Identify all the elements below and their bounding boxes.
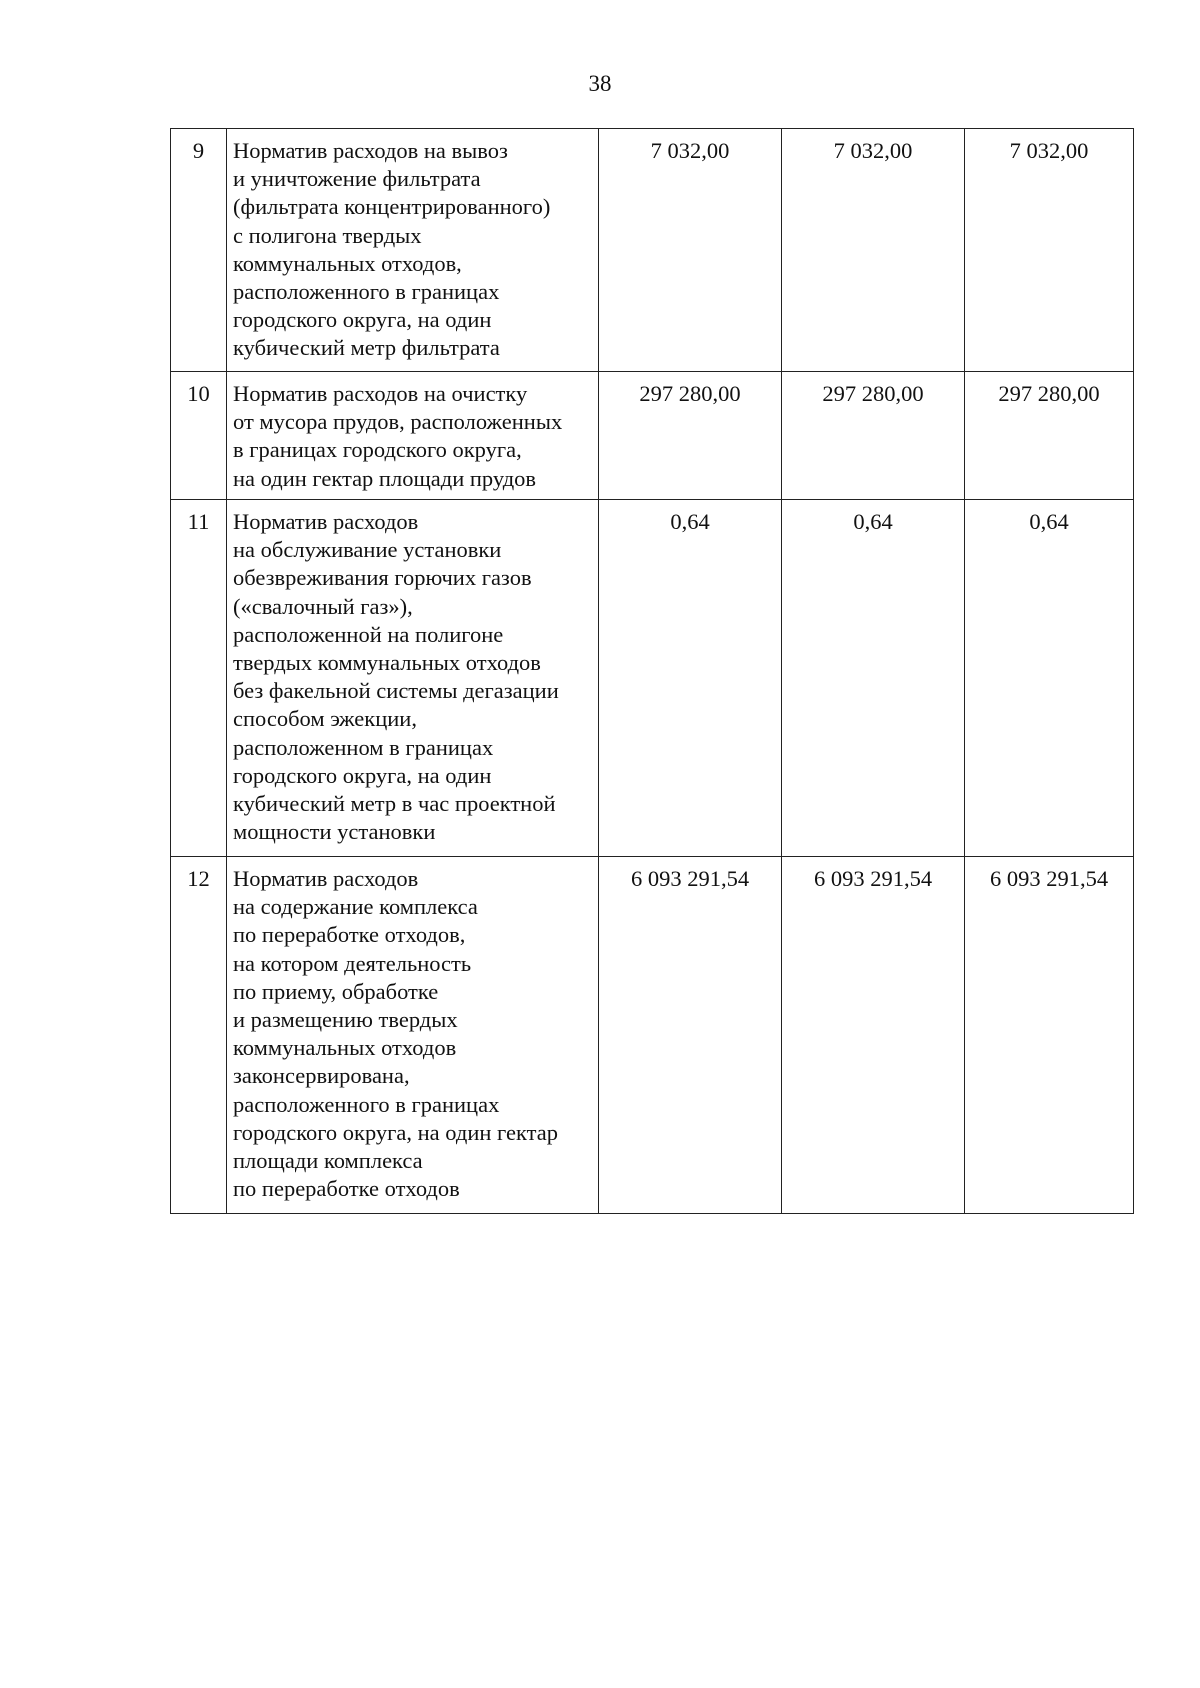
- value-cell: 297 280,00: [599, 372, 782, 500]
- row-description: [227, 857, 599, 1214]
- description-line: законсервирована,: [233, 1063, 410, 1089]
- description-line: городского округа, на один: [233, 307, 492, 333]
- value-cell: 0,64: [782, 500, 965, 857]
- description-line: расположенного в границах: [233, 1091, 500, 1117]
- description-line: на обслуживание установки: [233, 537, 502, 563]
- description-line: по переработке отходов,: [233, 922, 466, 948]
- row-number: 12: [171, 857, 227, 1214]
- value-cell: 7 032,00: [782, 129, 965, 372]
- norms-table: [170, 128, 1134, 1214]
- value-cell: 6 093 291,54: [965, 857, 1134, 1214]
- description-line: городского округа, на один: [233, 762, 492, 788]
- description-line: Норматив расходов: [233, 509, 419, 534]
- row-description: [227, 372, 599, 500]
- value-cell: 297 280,00: [782, 372, 965, 500]
- value-cell: 0,64: [599, 500, 782, 857]
- row-description: [227, 129, 599, 372]
- description-line: от мусора прудов, расположенных: [233, 409, 563, 435]
- table-row: [171, 129, 1134, 372]
- table-row: [171, 372, 1134, 500]
- description-line: площади комплекса: [233, 1148, 423, 1174]
- table-row: [171, 857, 1134, 1214]
- description-line: с полигона твердых: [233, 222, 422, 248]
- description-line: обезвреживания горючих газов: [233, 565, 532, 591]
- value-cell: 297 280,00: [965, 372, 1134, 500]
- description-line: коммунальных отходов,: [233, 250, 462, 276]
- description-line: на один гектар площади прудов: [233, 465, 537, 491]
- description-line: (фильтрата концентрированного): [233, 194, 551, 220]
- row-number: 10: [171, 372, 227, 500]
- description-line: расположенной на полигоне: [233, 621, 504, 647]
- description-line: мощности установки: [233, 819, 436, 845]
- description-line: Норматив расходов на вывоз: [233, 138, 508, 163]
- description-line: твердых коммунальных отходов: [233, 650, 541, 676]
- description-line: на содержание комплекса: [233, 894, 478, 920]
- page-number: 38: [588, 71, 612, 96]
- description-line: и размещению твердых: [233, 1007, 458, 1033]
- description-line: коммунальных отходов: [233, 1035, 457, 1061]
- description-line: и уничтожение фильтрата: [233, 166, 481, 192]
- description-line: кубический метр фильтрата: [233, 335, 500, 361]
- description-line: в границах городского округа,: [233, 437, 522, 463]
- description-line: без факельной системы дегазации: [233, 678, 559, 704]
- row-description: [227, 500, 599, 857]
- row-number: 11: [171, 500, 227, 857]
- value-cell: 6 093 291,54: [782, 857, 965, 1214]
- description-line: Норматив расходов: [233, 866, 419, 891]
- value-cell: 0,64: [965, 500, 1134, 857]
- table-row: [171, 500, 1134, 857]
- description-line: кубический метр в час проектной: [233, 791, 556, 817]
- value-cell: 6 093 291,54: [599, 857, 782, 1214]
- row-number: 9: [171, 129, 227, 372]
- description-line: по приему, обработке: [233, 978, 439, 1004]
- description-line: Норматив расходов на очистку: [233, 381, 528, 406]
- value-cell: 7 032,00: [965, 129, 1134, 372]
- description-line: («свалочный газ»),: [233, 593, 413, 619]
- description-line: по переработке отходов: [233, 1176, 460, 1202]
- value-cell: 7 032,00: [599, 129, 782, 372]
- description-line: городского округа, на один гектар: [233, 1119, 558, 1145]
- description-line: способом эжекции,: [233, 706, 417, 732]
- description-line: на котором деятельность: [233, 950, 472, 976]
- description-line: расположенного в границах: [233, 279, 500, 305]
- description-line: расположенном в границах: [233, 734, 494, 760]
